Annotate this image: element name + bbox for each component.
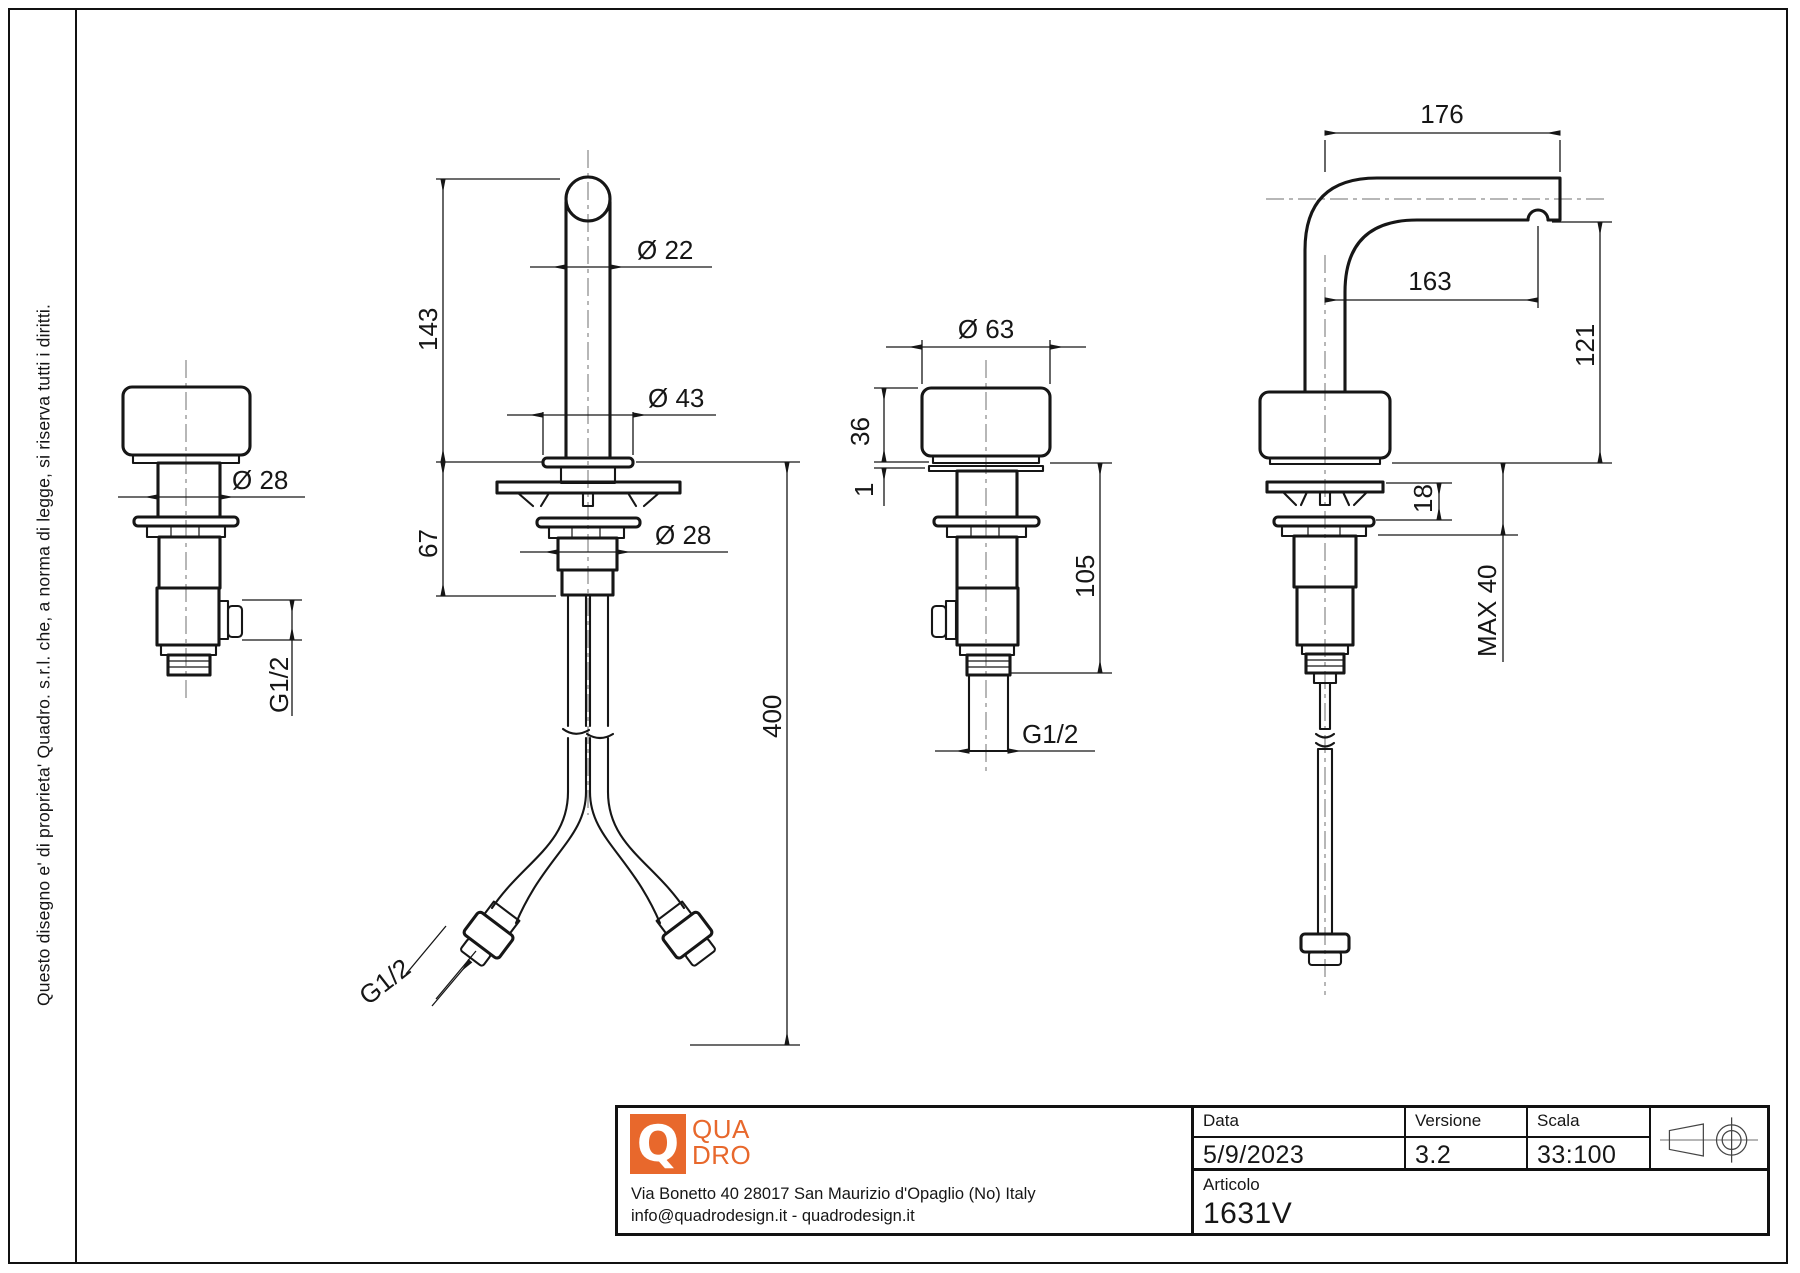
logo-wordmark	[692, 1116, 751, 1168]
valve-side-port	[219, 601, 242, 639]
valve-upper-body	[159, 537, 220, 588]
dim-label-1: 1	[849, 482, 879, 497]
dim-label-121: 121	[1570, 323, 1600, 367]
dim-lines-spout-side	[1325, 133, 1612, 662]
dim-label-67: 67	[413, 529, 443, 558]
view-spout-side	[1260, 99, 1612, 995]
logo-line-2: DRO	[692, 1140, 752, 1170]
dim-label-105: 105	[1070, 554, 1100, 598]
field-label-data: Data	[1194, 1108, 1406, 1138]
valve-stem-side	[957, 471, 1017, 517]
valve-stem	[158, 463, 220, 517]
dim-label-18: 18	[1408, 484, 1438, 513]
lock-flange-side	[1274, 517, 1374, 526]
title-block-fields	[1194, 1108, 1767, 1233]
field-label-versione: Versione	[1406, 1108, 1528, 1138]
dim-label-d63: Ø 63	[957, 314, 1015, 344]
dim-label-g12: G1/2	[264, 656, 294, 713]
dim-label-d28: Ø 28	[232, 465, 289, 495]
field-label-scala: Scala	[1528, 1108, 1651, 1138]
projection-symbol	[1651, 1108, 1767, 1171]
logo-q-letter: Q	[636, 1115, 680, 1173]
dim-label-d43: Ø 43	[648, 383, 705, 413]
scale-value: 33:100	[1528, 1138, 1651, 1171]
valve-upper-body-side	[957, 537, 1017, 588]
dim-label-g12-hoses: G1/2	[353, 952, 417, 1011]
dim-label-143: 143	[413, 307, 443, 351]
dim-label-36: 36	[845, 417, 875, 446]
dim-lines-spout-front	[406, 179, 800, 1045]
view-valve-side	[845, 314, 1112, 775]
quadro-logo	[630, 1114, 686, 1174]
dim-label-g12-side: G1/2	[1022, 719, 1079, 749]
date-value: 5/9/2023	[1194, 1138, 1406, 1171]
dim-lines-valve-side	[874, 340, 1112, 751]
view-spout-front	[353, 150, 800, 1045]
company-panel	[618, 1108, 1194, 1233]
article-label: Articolo	[1203, 1175, 1260, 1194]
company-contacts: info@quadrodesign.it - quadrodesign.it	[631, 1207, 915, 1225]
version-value: 3.2	[1406, 1138, 1528, 1171]
title-block	[615, 1105, 1770, 1236]
valve-lower-body-side	[957, 588, 1018, 645]
hose-end-right	[652, 898, 723, 972]
valve-inlet-pipe	[969, 675, 1008, 751]
dim-label-max40: MAX 40	[1472, 564, 1502, 657]
valve-thread-side	[967, 655, 1010, 675]
hose-end-left	[454, 898, 525, 972]
valve-side-port-side	[932, 601, 956, 639]
copyright-note: Questo disegno e' di proprieta' Quadro. s.r.l. che, a norma di legge, si riserva tutti i diritti.	[33, 303, 54, 1007]
valve-thread	[168, 655, 210, 675]
valve-lower-body	[157, 588, 219, 645]
company-address: Via Bonetto 40 28017 San Maurizio d'Opaglio (No) Italy	[631, 1185, 1036, 1203]
dim-label-163: 163	[1408, 266, 1452, 296]
view-valve-front	[118, 360, 305, 716]
dim-label-d22: Ø 22	[637, 235, 694, 265]
article-value: 1631V	[1203, 1197, 1293, 1230]
article-cell	[1194, 1171, 1767, 1233]
dim-label-d28-front: Ø 28	[655, 520, 712, 550]
lock-hex-nut	[549, 527, 624, 538]
first-angle-projection-icon	[1660, 1113, 1758, 1167]
dim-label-176: 176	[1420, 99, 1464, 129]
lock-flange	[537, 518, 640, 527]
dim-label-400: 400	[757, 694, 787, 738]
logo-line-1: QUA	[692, 1114, 750, 1144]
